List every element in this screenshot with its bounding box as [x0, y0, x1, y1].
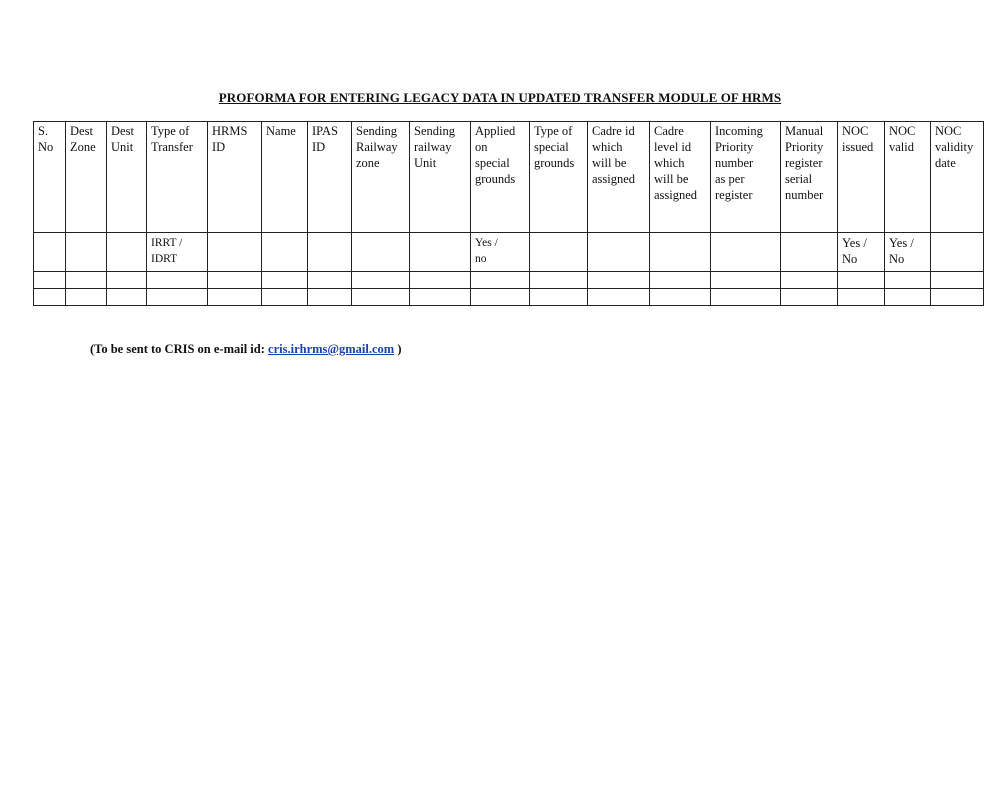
header-type-of-transfer: Type of Transfer — [147, 122, 208, 233]
table-cell — [308, 272, 352, 289]
table-cell — [838, 272, 885, 289]
table-cell — [352, 233, 410, 272]
table-cell — [781, 289, 838, 306]
header-ipas-id: IPAS ID — [308, 122, 352, 233]
table-cell — [107, 272, 147, 289]
cell-noc-valid-options: Yes / No — [885, 233, 931, 272]
table-cell — [885, 272, 931, 289]
table-cell — [208, 289, 262, 306]
table-cell — [588, 233, 650, 272]
header-noc-issued: NOC issued — [838, 122, 885, 233]
table-cell — [650, 289, 711, 306]
table-cell — [208, 233, 262, 272]
table-row — [34, 289, 984, 306]
header-noc-validity-date: NOC validity date — [931, 122, 984, 233]
header-hrms-id: HRMS ID — [208, 122, 262, 233]
table-cell — [711, 272, 781, 289]
table-cell — [107, 289, 147, 306]
table-cell — [352, 272, 410, 289]
table-cell — [885, 289, 931, 306]
header-cadre-id: Cadre id which will be assigned — [588, 122, 650, 233]
note-prefix: (To be sent to CRIS on e-mail id: — [90, 342, 269, 356]
header-row — [34, 122, 984, 233]
table-cell — [530, 272, 588, 289]
table-cell — [931, 272, 984, 289]
header-manual-priority-serial: Manual Priority register serial number — [781, 122, 838, 233]
table-cell — [34, 289, 66, 306]
table-cell — [931, 289, 984, 306]
cell-transfer-type-options: IRRT / IDRT — [147, 233, 208, 272]
cell-noc-issued-options: Yes / No — [838, 233, 885, 272]
table-cell — [410, 272, 471, 289]
table-cell — [588, 272, 650, 289]
header-cadre-level-id: Cadre level id which will be assigned — [650, 122, 711, 233]
table-cell — [471, 272, 530, 289]
header-name: Name — [262, 122, 308, 233]
table-cell — [931, 233, 984, 272]
table-cell — [262, 289, 308, 306]
header-dest-unit: Dest Unit — [107, 122, 147, 233]
cris-email-link[interactable]: cris.irhrms@gmail.com — [268, 342, 395, 356]
header-sending-railway-unit: Sending railway Unit — [410, 122, 471, 233]
table-cell — [588, 289, 650, 306]
table-row — [34, 272, 984, 289]
table-cell — [34, 272, 66, 289]
table-cell — [308, 233, 352, 272]
header-noc-valid: NOC valid — [885, 122, 931, 233]
table-cell — [308, 289, 352, 306]
table-cell — [34, 233, 66, 272]
table-cell — [262, 233, 308, 272]
table-cell — [107, 233, 147, 272]
header-sending-railway-zone: Sending Railway zone — [352, 122, 410, 233]
table-cell — [66, 289, 107, 306]
table-cell — [147, 272, 208, 289]
table-cell — [410, 233, 471, 272]
table-cell — [208, 272, 262, 289]
table-cell — [410, 289, 471, 306]
header-type-of-special-grounds: Type of special grounds — [530, 122, 588, 233]
table-cell — [711, 289, 781, 306]
header-dest-zone: Dest Zone — [66, 122, 107, 233]
table-row — [34, 233, 984, 272]
table-cell — [66, 272, 107, 289]
header-incoming-priority-number: Incoming Priority number as per register — [711, 122, 781, 233]
table-cell — [530, 233, 588, 272]
header-s-no: S. No — [34, 122, 66, 233]
table-cell — [147, 289, 208, 306]
table-cell — [781, 233, 838, 272]
table-cell — [650, 233, 711, 272]
table-cell — [530, 289, 588, 306]
table-cell — [781, 272, 838, 289]
document-title: PROFORMA FOR ENTERING LEGACY DATA IN UPDATED TRANSFER MODULE OF HRMS — [218, 90, 782, 105]
table-cell — [711, 233, 781, 272]
table-cell — [471, 289, 530, 306]
table-cell — [650, 272, 711, 289]
table-cell — [66, 233, 107, 272]
note-suffix: ) — [394, 342, 402, 356]
table-cell — [352, 289, 410, 306]
table-cell — [838, 289, 885, 306]
submission-note — [90, 342, 402, 357]
legacy-data-table — [33, 121, 984, 306]
header-applied-on-special-grounds: Applied on special grounds — [471, 122, 530, 233]
table-cell — [262, 272, 308, 289]
cell-applied-special-options: Yes / no — [471, 233, 530, 272]
